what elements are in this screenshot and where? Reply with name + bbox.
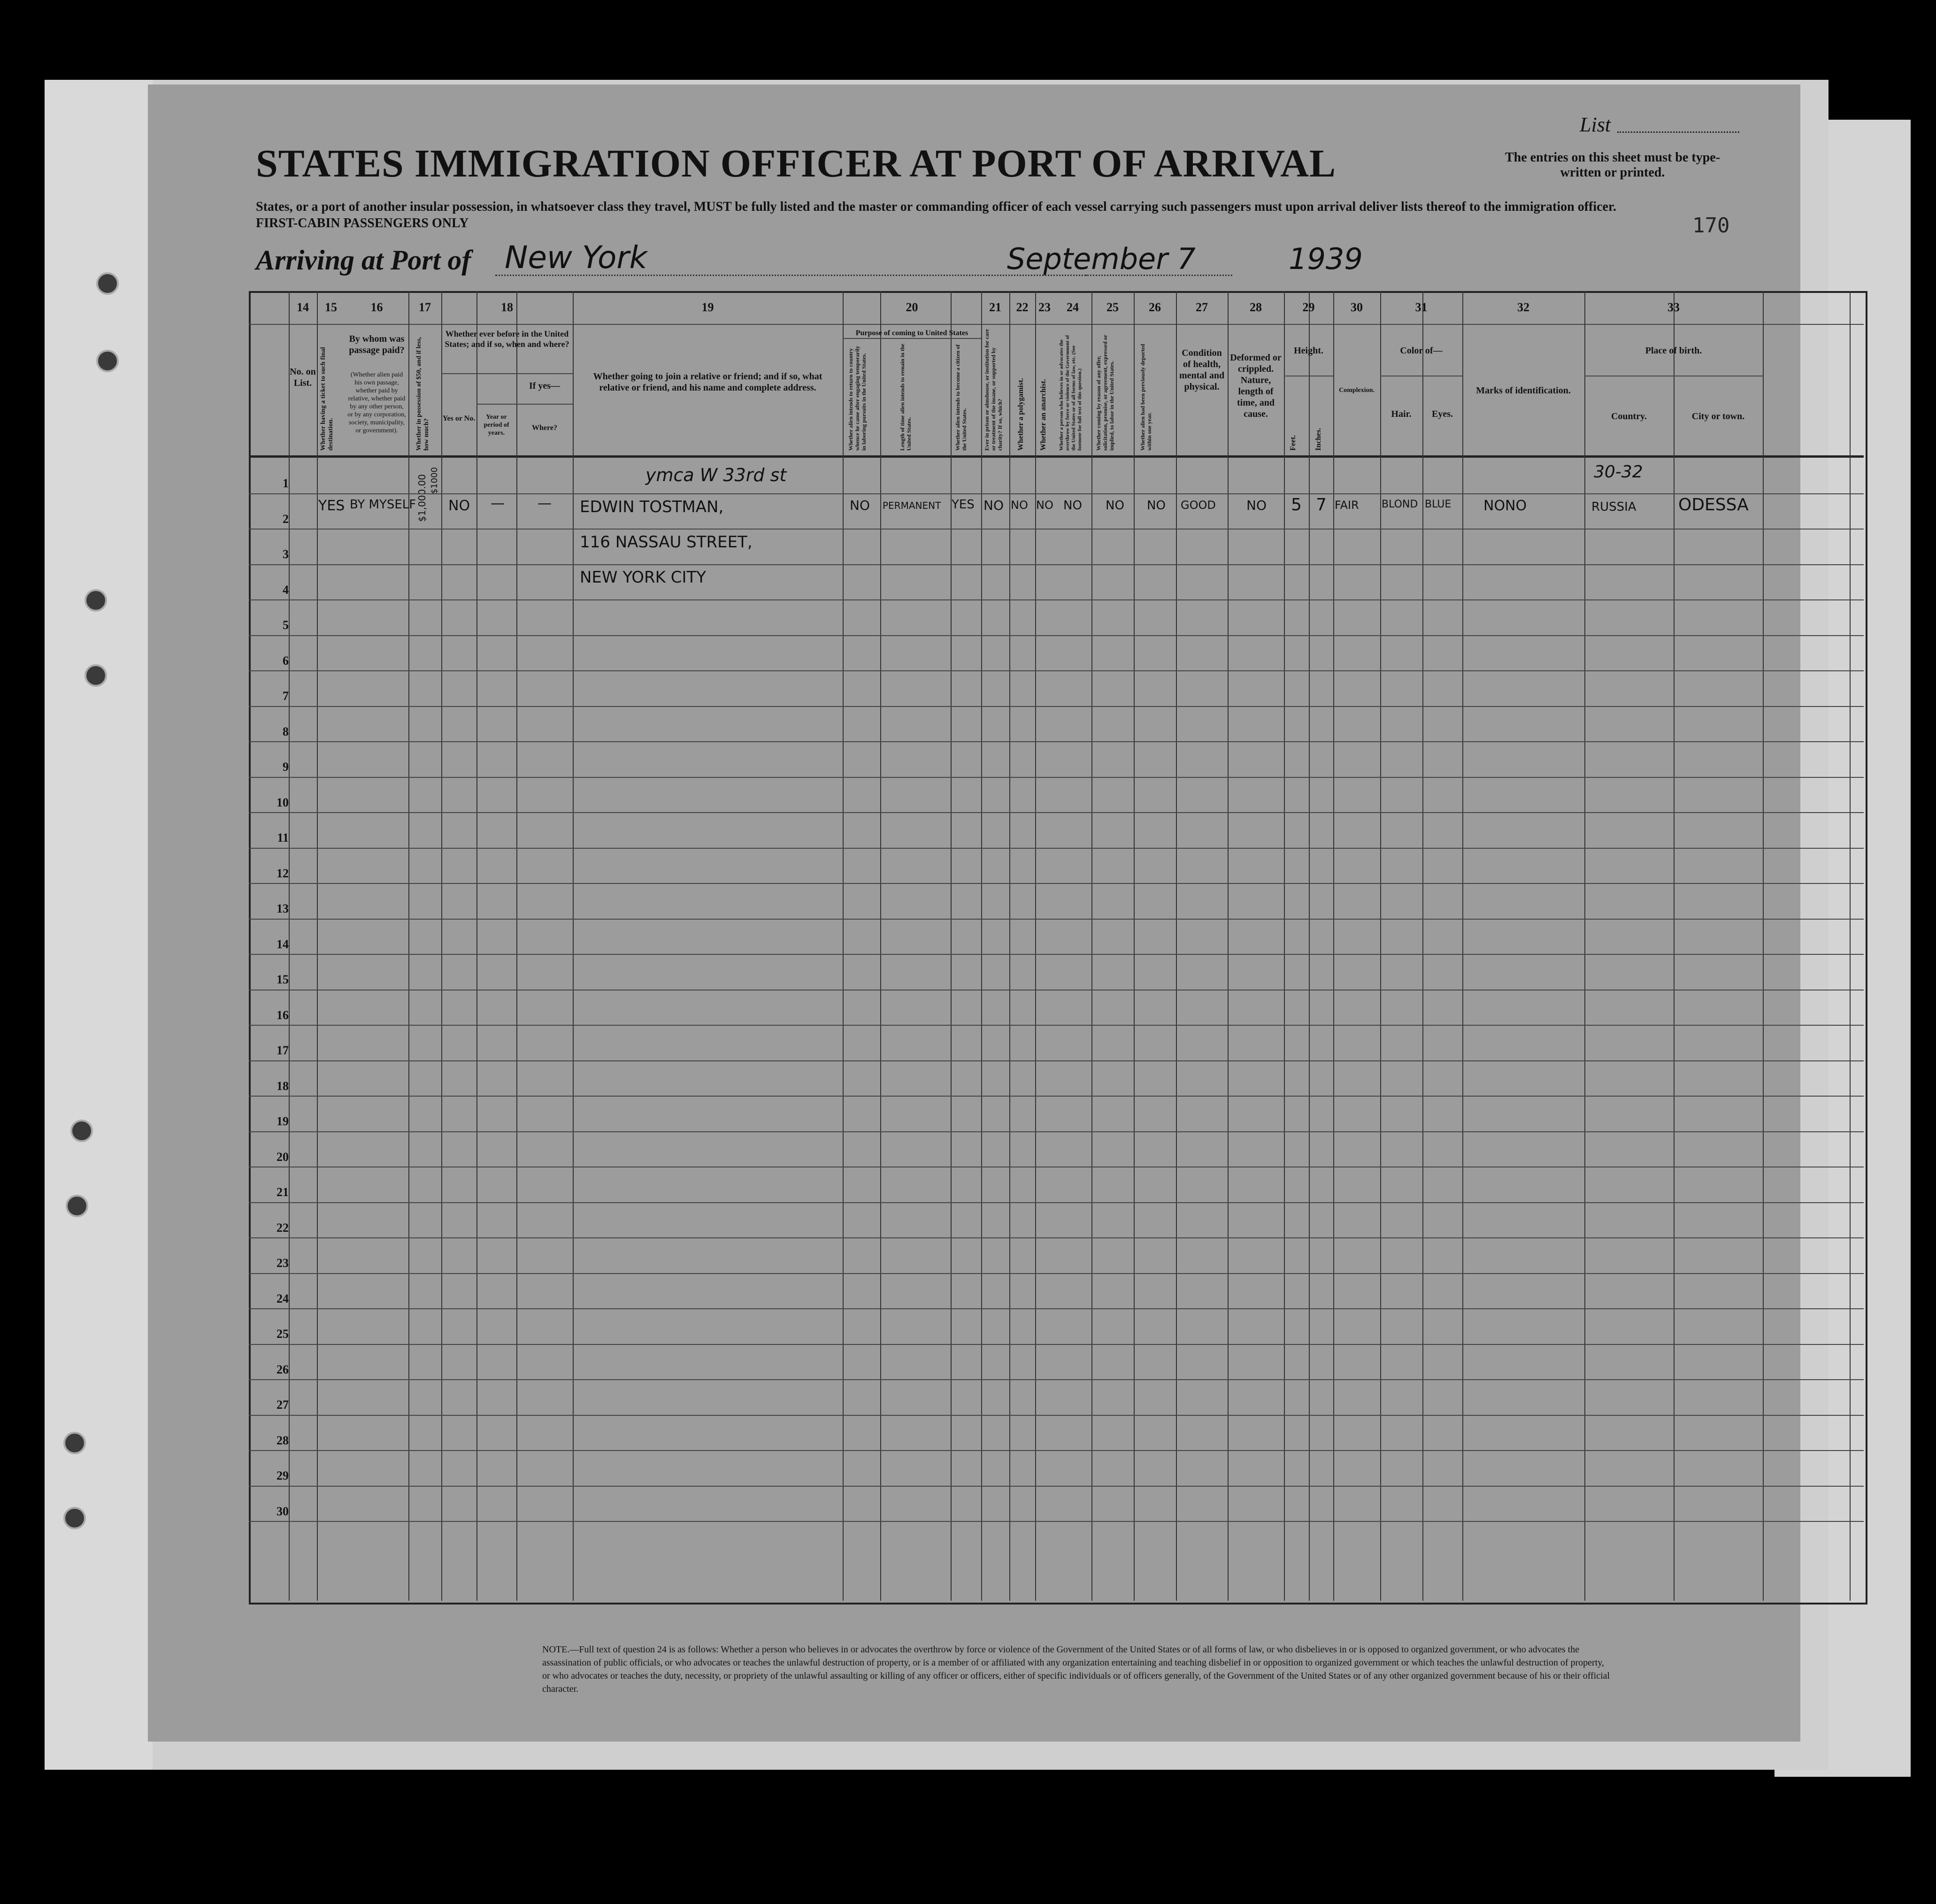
- cell-passage: BY MYSELF: [350, 498, 416, 512]
- manifest-page: [148, 84, 1800, 1742]
- header-money: Whether in possession of $50, and if less, how much?: [415, 337, 430, 451]
- row-number: 18: [277, 1079, 289, 1093]
- column-number: 24: [1067, 300, 1079, 314]
- column-rule: [880, 291, 881, 1601]
- cell-country: RUSSIA: [1591, 500, 1636, 514]
- row-rule: [249, 883, 1864, 884]
- date-line: [988, 275, 1232, 276]
- column-number: 17: [419, 300, 431, 314]
- column-number: 15: [325, 300, 337, 314]
- year-value: 1939: [1289, 242, 1363, 276]
- row-rule: [249, 1131, 1864, 1132]
- row-number: 8: [283, 724, 289, 738]
- row-rule: [249, 493, 1864, 494]
- header-year-period: Year or period of years.: [484, 414, 509, 437]
- row-number: 24: [277, 1291, 289, 1305]
- column-rule: [1584, 291, 1585, 1601]
- row-rule: [249, 1237, 1864, 1238]
- cell-relative-city: NEW YORK CITY: [580, 568, 707, 587]
- column-number: 26: [1149, 300, 1161, 314]
- column-number: 23: [1038, 300, 1051, 314]
- column-rule: [1176, 291, 1177, 1601]
- arriving-label: Arriving at Port of: [256, 245, 471, 276]
- header-country: Country.: [1611, 411, 1647, 422]
- row-number: 10: [277, 795, 289, 809]
- row-number: 11: [277, 831, 289, 845]
- column-rule: [1850, 291, 1851, 1601]
- entry-note: The entries on this sheet must be type-written or printed.: [1505, 150, 1721, 180]
- header-ever-before: Whether ever before in the United States; and if so, when and where?: [445, 329, 569, 349]
- cell-polygamist: NO: [1011, 499, 1028, 512]
- row-number: 27: [277, 1398, 289, 1412]
- punch-hole: [96, 272, 119, 295]
- header-overthrow: Whether a person who believes in or advocates the overthrow by force or violence of the Government of the United States or of all forms of law, etc. (See footnote for full text of this question.): [1059, 335, 1083, 451]
- punch-hole: [70, 1120, 93, 1142]
- cell-overthrow: NO: [1063, 499, 1082, 513]
- header-passage-sub: (Whether alien paid his own passage, whether paid by relative, whether paid by any other person, or by any corporation, society, municipality, or government).: [347, 371, 406, 434]
- row-rule: [249, 635, 1864, 636]
- header-rule: [249, 455, 1864, 458]
- row-number: 16: [277, 1008, 289, 1022]
- manifest-table: [249, 291, 1867, 1605]
- date-value: September 7: [1007, 242, 1196, 276]
- header-deformed: Deformed or crippled. Nature, length of time, and cause.: [1230, 353, 1282, 419]
- header-coming-by-reason: Whether coming by reason of any offer, solicitation, promise, or agreement, expressed or implied, to labor in the United States.: [1095, 335, 1115, 451]
- row-number: 3: [283, 547, 289, 561]
- row-rule: [249, 1344, 1864, 1345]
- row-rule: [249, 1308, 1864, 1309]
- cell-relative-note: ymca W 33rd st: [645, 465, 787, 485]
- row-number: 29: [277, 1469, 289, 1482]
- row-number: 1: [283, 476, 289, 490]
- row-number: 28: [277, 1433, 289, 1447]
- row-rule: [249, 1273, 1864, 1274]
- row-number: 2: [283, 512, 289, 526]
- row-rule: [249, 706, 1864, 707]
- row-number: 13: [277, 902, 289, 915]
- cell-feet: 5: [1291, 495, 1302, 514]
- row-number: 26: [277, 1362, 289, 1376]
- column-number: 28: [1250, 300, 1262, 314]
- punch-hole: [96, 350, 119, 372]
- column-rule: [573, 291, 574, 1601]
- header-relative: Whether going to join a relative or friend; and if so, what relative or friend, and his name and complete address.: [593, 371, 822, 393]
- column-rule: [1462, 291, 1463, 1601]
- column-number: 31: [1415, 300, 1428, 314]
- row-number: 20: [277, 1150, 289, 1164]
- row-number: 30: [277, 1504, 289, 1518]
- header-rule: [441, 373, 573, 374]
- cell-deported: NO: [1147, 499, 1166, 513]
- footnote: NOTE.—Full text of question 24 is as follows: Whether a person who believes in or advocates the overthrow by force or violence of the Government of the United States or of all forms of law, or who disbelieves in or is opposed to organized government, or who advocates the assassination of public officials, or who advocates or teaches the unlawful destruction of property, or is a member of or affiliated with any organization entertaining and teaching disbelief in or opposition to organized government or which teaches the unlawful destruction of property, or who advocates or teaches the duty, necessity, or propriety of the unlawful assaulting or killing of any officer or officers, either of specific individuals or of officers generally, of the Government of the United States or of any other organized government because of his or their official character.: [542, 1644, 1610, 1694]
- cell-purpose-return: NO: [850, 498, 870, 513]
- column-rule: [1009, 291, 1010, 1601]
- cell-hair: BLOND: [1382, 499, 1418, 510]
- column-rule: [441, 291, 442, 1601]
- class-note: FIRST-CABIN PASSENGERS ONLY: [256, 216, 469, 230]
- row-rule: [249, 1379, 1864, 1380]
- header-purpose-length: Length of time alien intends to remain in the United States.: [899, 344, 912, 451]
- header-deported: Whether alien had been previously deported within one year.: [1139, 344, 1152, 451]
- row-rule: [249, 1060, 1864, 1061]
- column-number: 29: [1302, 300, 1315, 314]
- header-polygamist: Whether a polygamist.: [1017, 378, 1025, 451]
- row-number: 4: [283, 583, 289, 597]
- row-rule: [249, 1521, 1864, 1522]
- column-rule: [843, 291, 844, 1601]
- row-number: 23: [277, 1256, 289, 1270]
- column-number: 33: [1667, 300, 1680, 314]
- row-rule: [249, 919, 1864, 920]
- column-number: 20: [906, 300, 918, 314]
- column-number: 27: [1196, 300, 1208, 314]
- row-rule: [249, 529, 1864, 530]
- column-rule: [1674, 291, 1675, 1601]
- cell-purpose-citizen: YES: [952, 498, 975, 512]
- header-if-yes: If yes—: [529, 381, 561, 391]
- column-rule: [317, 291, 318, 1601]
- column-rule: [1035, 291, 1036, 1601]
- header-purpose-return: Whether alien intends to return to country whence he came after engaging temporarily in laboring pursuits in the United States.: [847, 345, 867, 451]
- header-color-of: Color of—: [1400, 345, 1443, 356]
- column-number: 21: [989, 300, 1001, 314]
- cell-relative-name: EDWIN TOSTMAN,: [580, 498, 724, 516]
- row-rule: [249, 1096, 1864, 1097]
- row-number: 21: [277, 1185, 289, 1199]
- row-rule: [249, 1025, 1864, 1026]
- column-rule: [289, 291, 290, 1601]
- header-marks: Marks of identification.: [1476, 385, 1571, 396]
- row-number: 22: [277, 1221, 289, 1235]
- row-number: 17: [277, 1044, 289, 1057]
- cell-annotation: 30-32: [1594, 462, 1643, 482]
- row-rule: [249, 1415, 1864, 1416]
- row-rule: [249, 599, 1864, 600]
- column-number: 19: [701, 300, 714, 314]
- cell-coming-by-reason: NO: [1106, 499, 1124, 513]
- punch-hole: [66, 1195, 88, 1217]
- column-rule: [981, 291, 982, 1601]
- column-rule: [1091, 291, 1092, 1601]
- header-yes-no: Yes or No.: [442, 415, 476, 422]
- header-complexion: Complexion.: [1339, 387, 1375, 394]
- header-health: Condition of health, mental and physical.: [1179, 348, 1225, 392]
- column-number: 14: [297, 300, 309, 314]
- cell-purpose-length: PERMANENT: [883, 500, 941, 511]
- page-title: STATES IMMIGRATION OFFICER AT PORT OF ARRIVAL: [256, 142, 1337, 185]
- column-number: 32: [1517, 300, 1529, 314]
- row-number: 25: [277, 1327, 289, 1341]
- port-value: New York: [505, 239, 647, 276]
- header-purpose: Purpose of coming to United States: [855, 329, 968, 337]
- column-number: 18: [501, 300, 513, 314]
- column-rule: [1228, 291, 1229, 1601]
- cell-ever-before: NO: [448, 498, 470, 514]
- header-ticket: Whether having a ticket to such final destination.: [320, 347, 334, 451]
- row-rule: [249, 848, 1864, 849]
- column-number: 22: [1016, 300, 1029, 314]
- column-rule: [476, 291, 477, 1601]
- row-rule: [249, 1486, 1864, 1487]
- cell-prison: NO: [983, 498, 1004, 513]
- column-rule: [1763, 291, 1764, 1601]
- column-rule: [1284, 291, 1285, 1601]
- cell-eyes: BLUE: [1425, 499, 1452, 510]
- instructions: States, or a port of another insular possession, in whatsoever class they travel, MUST be fully listed and the master or commanding officer of each vessel carrying such passengers must upon arrival deliver lists thereof to the immigration officer.: [256, 200, 1616, 214]
- punch-hole: [85, 589, 107, 612]
- header-no-on-list: No. on List.: [290, 367, 316, 388]
- row-rule: [249, 741, 1864, 742]
- binding-strip: [45, 80, 153, 1770]
- cell-health: GOOD: [1181, 499, 1216, 512]
- header-feet: Feet.: [1289, 435, 1297, 451]
- column-rule: [1333, 291, 1334, 1601]
- cell-money-alt: $1000: [430, 467, 439, 494]
- header-rule: [249, 324, 1864, 325]
- cell-city: ODESSA: [1678, 495, 1749, 514]
- column-rule: [516, 291, 517, 1601]
- list-label: List: [1580, 113, 1611, 136]
- cell-complexion: FAIR: [1335, 499, 1359, 512]
- column-rule: [951, 291, 952, 1601]
- column-number: 25: [1106, 300, 1119, 314]
- row-number: 15: [277, 973, 289, 986]
- row-number: 19: [277, 1114, 289, 1128]
- cell-where: —: [538, 495, 552, 512]
- column-rule: [1309, 291, 1310, 1601]
- header-birth: Place of birth.: [1645, 345, 1702, 356]
- cell-ticket: YES: [318, 498, 345, 514]
- cell-anarchist: NO: [1036, 499, 1053, 512]
- cell-marks: NONO: [1483, 498, 1527, 514]
- header-purpose-citizen: Whether alien intends to become a citizen of the United States.: [954, 344, 968, 451]
- row-rule: [249, 1450, 1864, 1451]
- row-rule: [249, 954, 1864, 955]
- header-eyes: Eyes.: [1432, 409, 1453, 419]
- row-rule: [249, 670, 1864, 671]
- column-number: 16: [370, 300, 383, 314]
- column-rule: [1380, 291, 1381, 1601]
- stamp-number: 170: [1692, 214, 1730, 238]
- list-number-line: [1617, 131, 1739, 133]
- row-rule: [249, 812, 1864, 813]
- header-height: Height.: [1294, 345, 1323, 356]
- row-rule: [249, 1202, 1864, 1203]
- punch-hole: [85, 664, 107, 687]
- row-number: 9: [283, 760, 289, 774]
- column-rule: [1134, 291, 1135, 1601]
- header-anarchist: Whether an anarchist.: [1039, 379, 1047, 451]
- header-rule: [843, 338, 981, 339]
- header-where: Where?: [532, 424, 557, 432]
- cell-year: —: [491, 495, 505, 512]
- header-inches: Inches.: [1314, 428, 1322, 451]
- punch-hole: [63, 1432, 86, 1454]
- row-rule: [249, 777, 1864, 778]
- cell-relative-street: 116 NASSAU STREET,: [580, 533, 753, 552]
- cell-inches: 7: [1316, 495, 1327, 514]
- punch-hole: [63, 1507, 86, 1529]
- row-number: 6: [283, 653, 289, 668]
- cell-deformed: NO: [1246, 498, 1267, 513]
- header-rule: [476, 404, 573, 405]
- row-number: 5: [283, 618, 289, 632]
- column-number: 30: [1351, 300, 1363, 314]
- row-rule: [249, 564, 1864, 565]
- row-number: 7: [283, 689, 289, 703]
- cell-money: $1,000.00: [416, 474, 428, 522]
- header-city: City or town.: [1691, 411, 1745, 422]
- header-hair: Hair.: [1391, 409, 1412, 419]
- row-number: 14: [277, 937, 289, 951]
- row-number: 12: [277, 866, 289, 880]
- header-prison: Ever in prison or almshouse, or institution for care or treatment of the insane, or supported by charity? If so, which?: [983, 329, 1003, 451]
- column-rule: [408, 291, 409, 1601]
- column-rule: [1422, 291, 1423, 1601]
- header-passage: By whom was passage paid?: [349, 334, 405, 355]
